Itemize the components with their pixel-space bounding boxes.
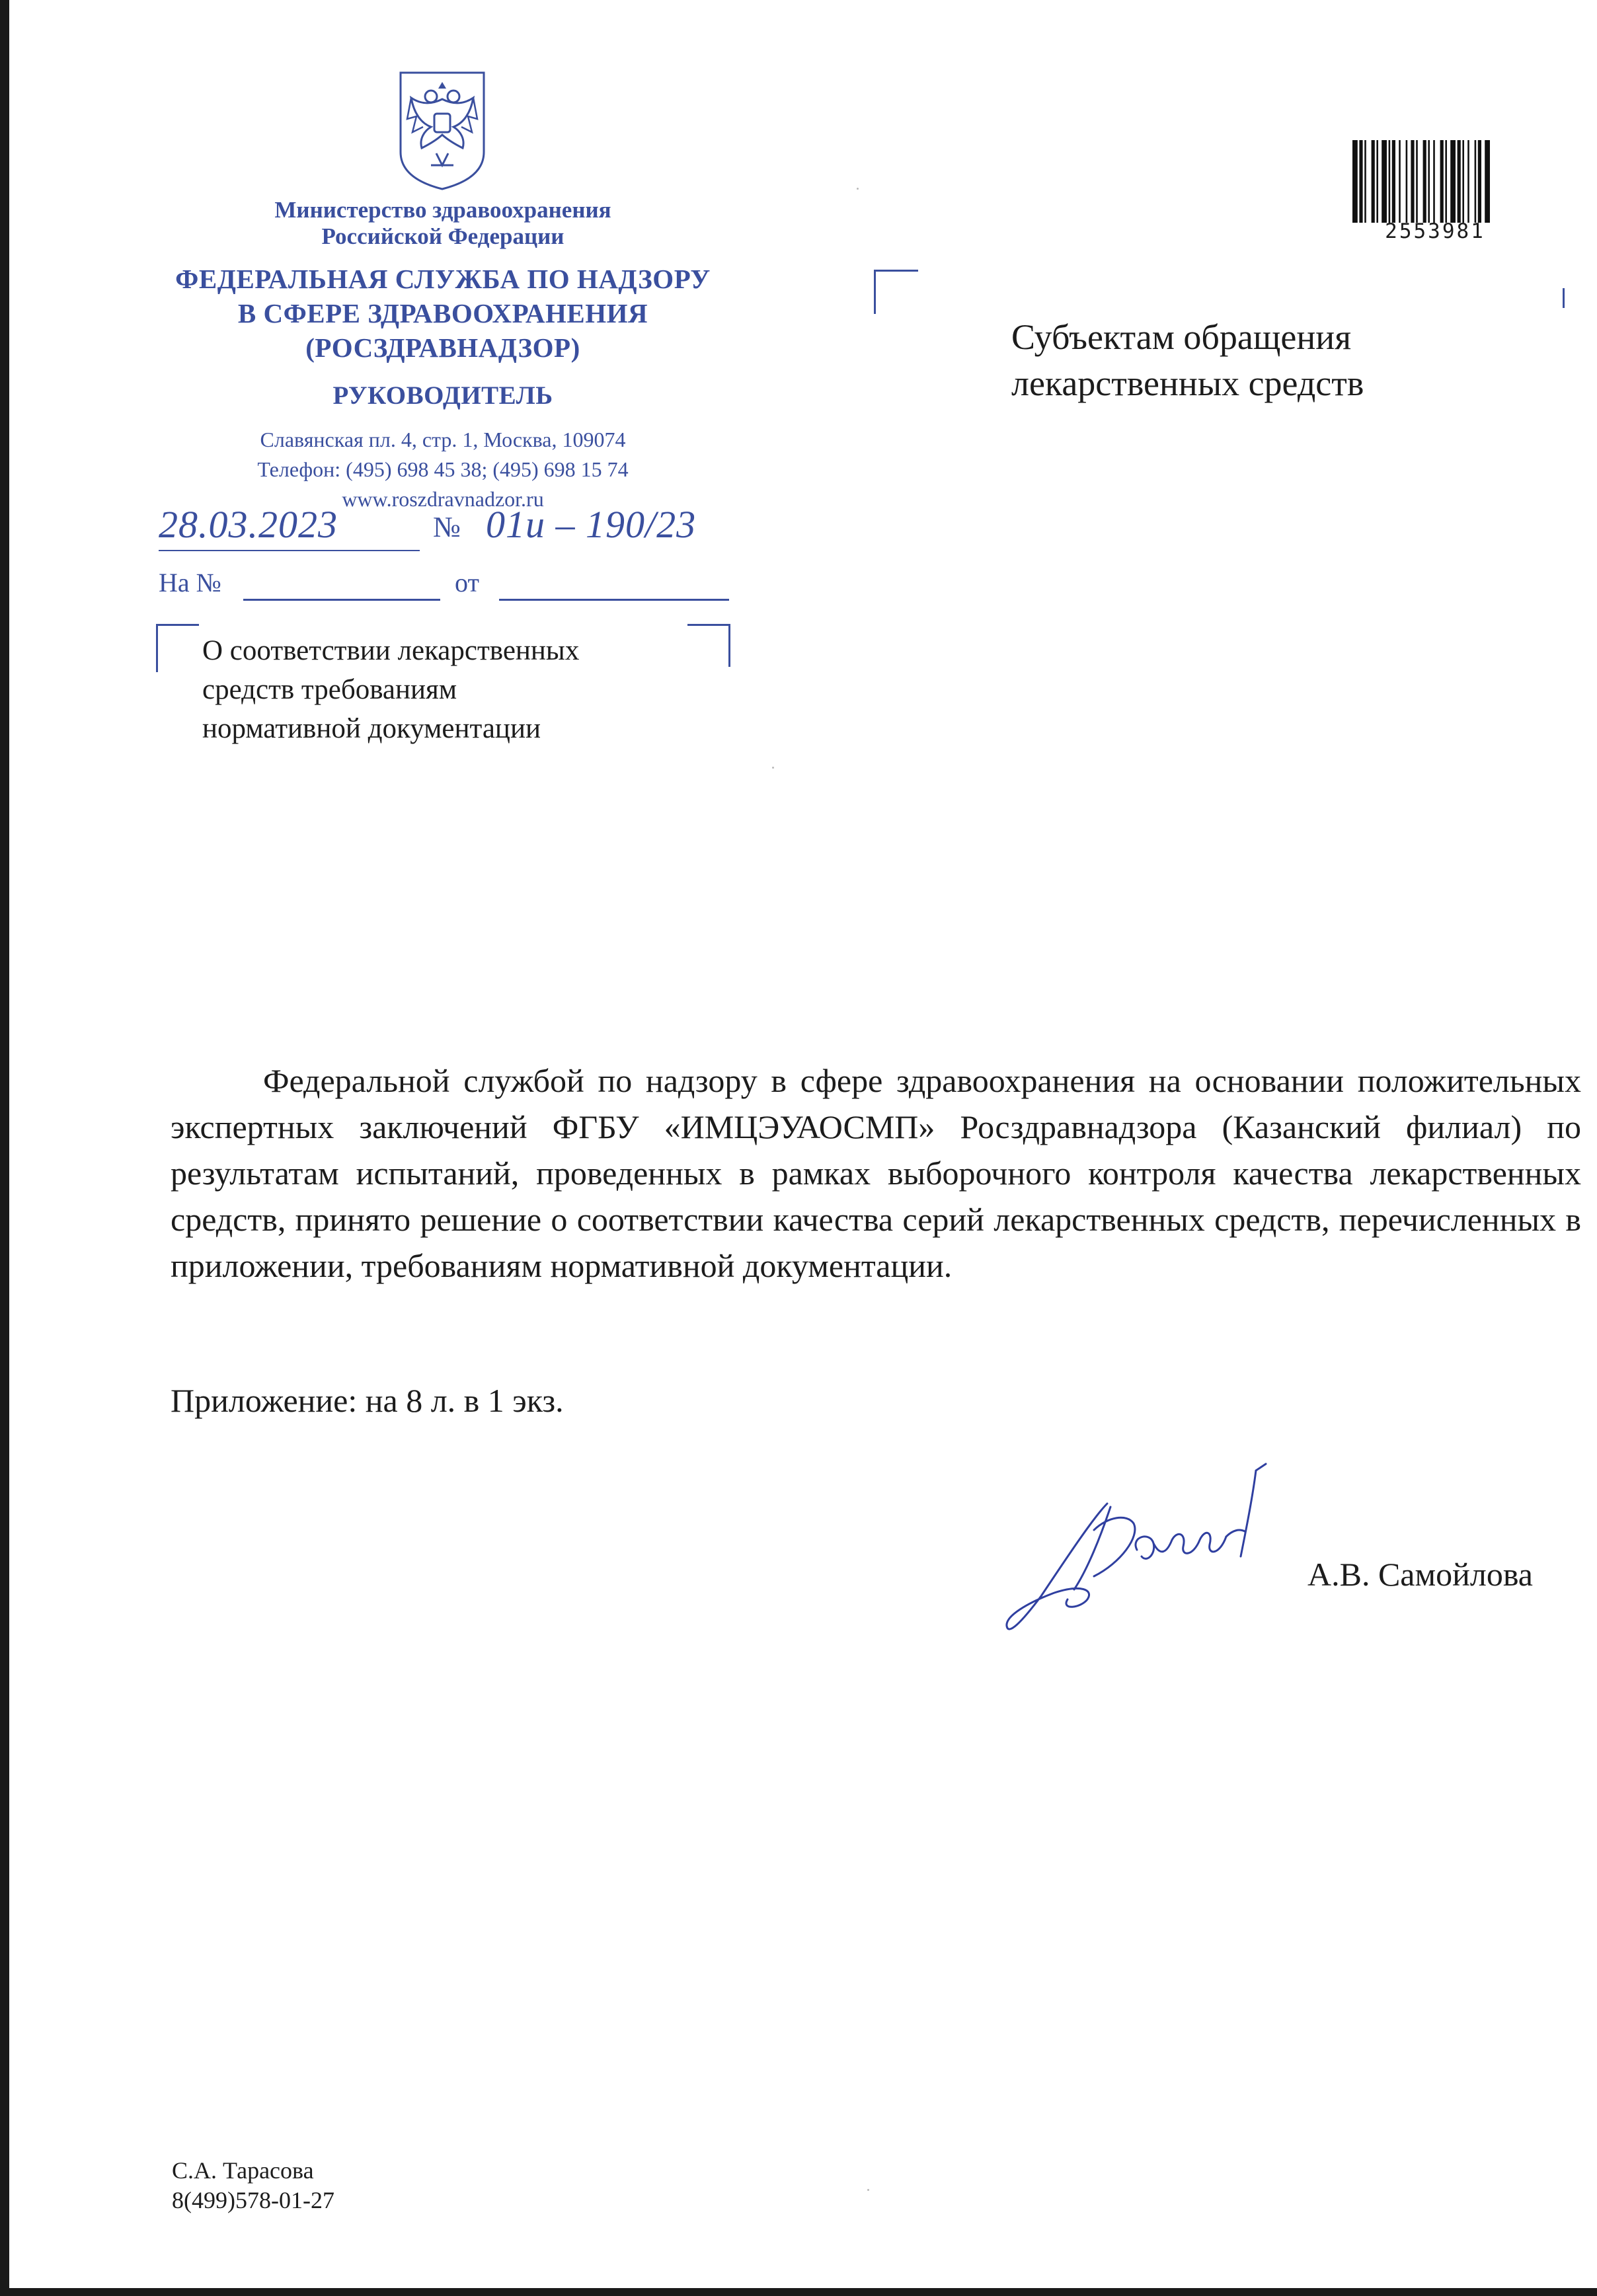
- barcode-bar: [1416, 140, 1418, 223]
- phone-numbers: Телефон: (495) 698 45 38; (495) 698 15 74: [257, 457, 629, 481]
- date-underline: [159, 550, 420, 551]
- addressee-line: лекарственных средств: [1011, 364, 1364, 403]
- subject-line: средств требованиям: [202, 674, 457, 705]
- number-sign: №: [433, 511, 461, 543]
- barcode-bar: [1364, 140, 1366, 223]
- body-paragraph: Федеральной службой по надзору в сфере здравоохранения на основании положительных экспертных заключений ФГБУ «ИМЦЭУАОСМП» Росздравнадзора (Казанский филиал) по результатам испытаний, проведенных в рамках выборочного контроля качества лекарственных средств, принято решение о соответствии качества серий лекарственных средств, перечисленных в приложении, требованиям нормативной документации.: [171, 1062, 1581, 1284]
- executor-phone: 8(499)578-01-27: [172, 2187, 334, 2213]
- website: www.roszdravnadzor.ru: [342, 487, 544, 511]
- barcode-bar: [1389, 140, 1391, 223]
- scan-speck: [867, 2189, 869, 2191]
- barcode-bar: [1423, 140, 1426, 223]
- barcode-bar: [1392, 140, 1395, 223]
- letter-body: [171, 1057, 1581, 1289]
- subject-line: О соответствии лекарственных: [202, 635, 580, 666]
- barcode-bar: [1440, 140, 1444, 223]
- registration-number: 01и – 190/23: [486, 503, 697, 546]
- barcode-bar: [1382, 140, 1387, 223]
- scan-left-edge: [0, 0, 9, 2296]
- barcode-bar: [1478, 140, 1481, 223]
- reply-date-blank: [499, 599, 729, 601]
- contact-block: [112, 425, 773, 514]
- scan-bottom-edge: [0, 2288, 1597, 2296]
- barcode: [1352, 140, 1518, 223]
- ministry-line: Министерство здравоохранения: [274, 197, 611, 223]
- barcode-bar: [1467, 140, 1469, 223]
- barcode-bar: [1406, 140, 1408, 223]
- subject-line: нормативной документации: [202, 713, 541, 744]
- subject: [202, 631, 731, 748]
- service-name: [112, 262, 773, 365]
- addressee-line: Субъектам обращения: [1011, 317, 1352, 357]
- head-title: РУКОВОДИТЕЛЬ: [332, 381, 553, 410]
- subject-bracket-left: [156, 624, 199, 672]
- service-line: ФЕДЕРАЛЬНАЯ СЛУЖБА ПО НАДЗОРУ: [175, 264, 711, 294]
- service-line: В СФЕРЕ ЗДРАВООХРАНЕНИЯ: [237, 298, 648, 328]
- barcode-bar: [1372, 140, 1375, 223]
- addressee-bracket-right: [1560, 288, 1565, 308]
- registration-date: 28.03.2023: [159, 503, 338, 546]
- executor-name: С.А. Тарасова: [172, 2157, 314, 2184]
- barcode-bar: [1462, 140, 1464, 223]
- barcode-bar: [1352, 140, 1358, 223]
- barcode-bar: [1359, 140, 1362, 223]
- addressee: [1011, 314, 1514, 406]
- reply-from-label: от: [455, 568, 479, 597]
- ministry-line: Российской Федерации: [321, 223, 565, 249]
- attachment-note: Приложение: на 8 л. в 1 экз.: [171, 1382, 564, 1419]
- postal-address: Славянская пл. 4, стр. 1, Москва, 109074: [260, 428, 626, 451]
- barcode-bar: [1475, 140, 1477, 223]
- scan-speck: [857, 188, 859, 190]
- handwritten-signature: [995, 1457, 1339, 1656]
- barcode-number: 2553981: [1385, 219, 1485, 243]
- barcode-bar: [1428, 140, 1430, 223]
- barcode-bar: [1399, 140, 1401, 223]
- barcode-bar: [1433, 140, 1435, 223]
- scan-speck: [772, 767, 774, 769]
- executor-info: [172, 2156, 334, 2215]
- signer-name: А.В. Самойлова: [1307, 1556, 1533, 1593]
- addressee-bracket-left: [874, 270, 918, 314]
- ministry-name: [159, 197, 727, 250]
- barcode-bar: [1411, 140, 1414, 223]
- reply-number-blank: [243, 599, 440, 601]
- barcode-bar: [1445, 140, 1447, 223]
- barcode-bar: [1376, 140, 1378, 223]
- barcode-bar: [1458, 140, 1461, 223]
- service-line: (РОСЗДРАВНАДЗОР): [305, 332, 580, 363]
- barcode-bar: [1450, 140, 1456, 223]
- reply-to-number-label: На №: [159, 568, 221, 597]
- barcode-bar: [1485, 140, 1490, 223]
- russian-coat-of-arms-icon: [393, 66, 492, 192]
